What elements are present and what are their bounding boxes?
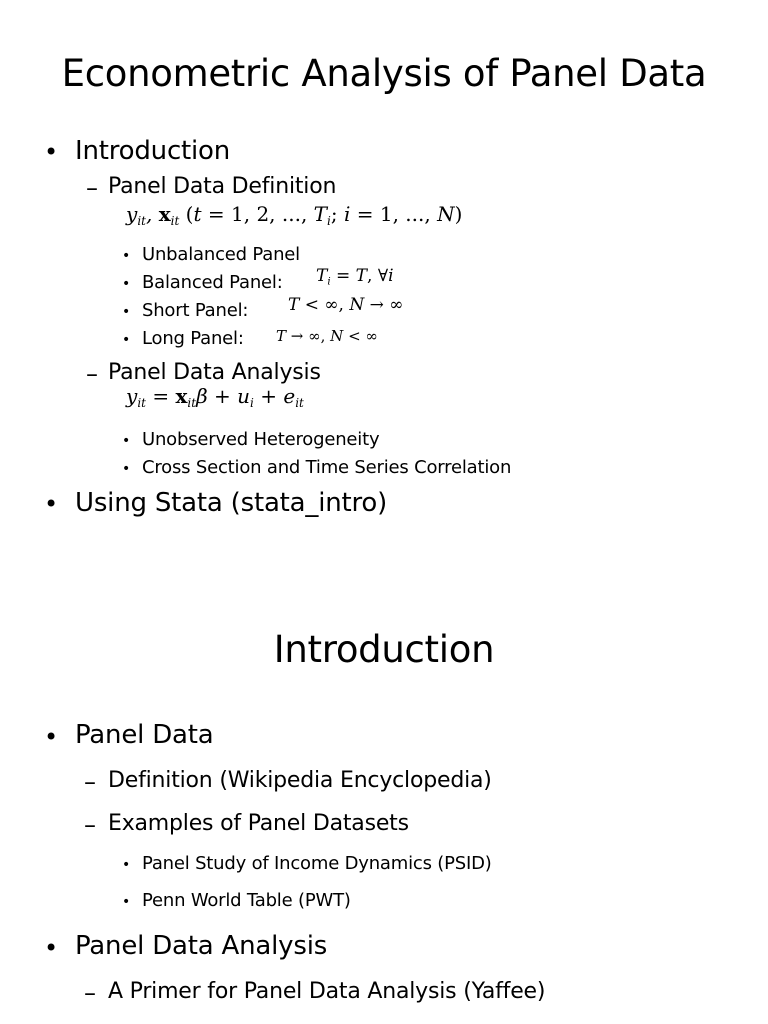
- bullet-icon: •: [44, 723, 59, 751]
- sub-primer-yaffee: A Primer for Panel Data Analysis (Yaffee): [108, 979, 546, 1004]
- item-unbalanced-panel: Unbalanced Panel: [142, 244, 300, 265]
- bullet-icon: •: [122, 276, 131, 292]
- sub-panel-data-analysis: Panel Data Analysis: [108, 360, 321, 385]
- bullet-icon: •: [122, 461, 131, 477]
- bullet-icon: •: [122, 894, 131, 910]
- bullet-introduction: Introduction: [75, 136, 231, 166]
- item-psid: Panel Study of Income Dynamics (PSID): [142, 853, 492, 874]
- dash-icon: –: [84, 768, 96, 796]
- sub-panel-data-definition: Panel Data Definition: [108, 174, 337, 199]
- bullet-using-stata: Using Stata (stata_intro): [75, 488, 388, 518]
- bullet-icon: •: [122, 248, 131, 264]
- dash-icon: –: [84, 979, 96, 1007]
- dash-icon: –: [86, 360, 98, 388]
- item-unobserved-heterogeneity: Unobserved Heterogeneity: [142, 429, 380, 450]
- sub-definition-wikipedia: Definition (Wikipedia Encyclopedia): [108, 768, 492, 793]
- item-short-panel: Short Panel:: [142, 300, 249, 321]
- short-formula: T < ∞, N → ∞: [288, 295, 404, 315]
- long-formula: T → ∞, N < ∞: [276, 327, 378, 345]
- bullet-panel-data-analysis: Panel Data Analysis: [75, 931, 328, 961]
- item-long-panel: Long Panel:: [142, 328, 244, 349]
- item-cross-section-correlation: Cross Section and Time Series Correlation: [142, 457, 512, 478]
- item-pwt: Penn World Table (PWT): [142, 890, 351, 911]
- model-formula: $y_{it} = x_{it}\beta + u_i + e_{it}$: [126, 384, 304, 411]
- bullet-icon: •: [122, 332, 131, 348]
- bullet-icon: •: [44, 138, 59, 166]
- bullet-panel-data: Panel Data: [75, 720, 214, 750]
- bullet-icon: •: [44, 934, 59, 962]
- balanced-formula: $T_i = T$, ∀i: [316, 266, 394, 288]
- item-balanced-panel: Balanced Panel:: [142, 272, 283, 293]
- dash-icon: –: [86, 174, 98, 202]
- dash-icon: –: [84, 811, 96, 839]
- bullet-icon: •: [44, 490, 59, 518]
- sub-examples-panel-datasets: Examples of Panel Datasets: [108, 811, 409, 836]
- bullet-icon: •: [122, 433, 131, 449]
- slide-2-title: Introduction: [273, 628, 495, 671]
- definition-formula: $y_{it}$, $x_{it}$ (t = 1, 2, ..., $T_i$; i = 1, ..., N): [126, 202, 463, 229]
- slide-1-title: Econometric Analysis of Panel Data: [61, 52, 707, 95]
- bullet-icon: •: [122, 304, 131, 320]
- bullet-icon: •: [122, 857, 131, 873]
